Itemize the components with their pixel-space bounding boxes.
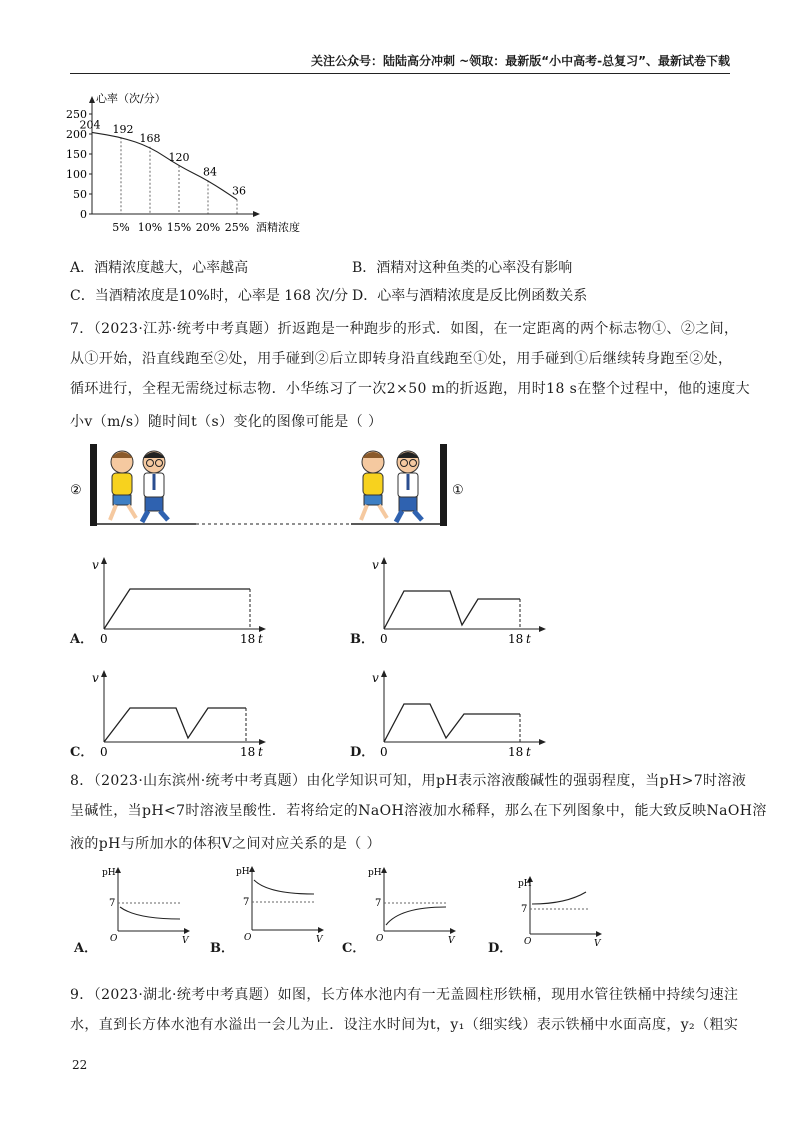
data-label: 192 bbox=[112, 123, 134, 137]
svg-text:18: 18 bbox=[240, 745, 256, 758]
y-tick-label: 50 bbox=[73, 188, 87, 201]
x-tick-label: 15% bbox=[166, 221, 192, 232]
data-label: 120 bbox=[168, 151, 190, 164]
q6-option-d[interactable]: D．心率与酒精浓度是反比例函数关系 bbox=[352, 288, 588, 304]
y-tick-label: 100 bbox=[66, 168, 87, 181]
q9-line-2: 水，直到长方体水池有水溢出一会儿为止．设注水时间为t，y₁（细实线）表示铁桶中水面高度，y₂（粗实 bbox=[70, 1017, 739, 1033]
marker-1-post bbox=[440, 444, 447, 526]
svg-text:0: 0 bbox=[100, 745, 108, 758]
x-axis-label: 酒精浓度 bbox=[256, 221, 300, 232]
runner-glasses-right bbox=[396, 451, 422, 522]
q8-line-2: 呈碱性，当pH<7时溶液呈酸性．若将给定的NaOH溶液加水稀释，那么在下列图象中，能大致反映NaOH溶 bbox=[70, 803, 767, 819]
svg-text:t: t bbox=[258, 745, 263, 758]
svg-text:V: V bbox=[182, 936, 189, 945]
q8-graph-a[interactable] bbox=[96, 865, 192, 945]
q6-option-a[interactable]: A．酒精浓度越大，心率越高 bbox=[70, 260, 249, 276]
q8-option-a-label[interactable]: A． bbox=[74, 941, 98, 956]
svg-text:18: 18 bbox=[508, 745, 524, 758]
svg-text:O: O bbox=[110, 934, 118, 944]
q8-option-c-label[interactable]: C． bbox=[342, 941, 366, 956]
q7-line-2: 从①开始，沿直线跑至②处，用手碰到②后立即转身沿直线跑至①处，用手碰到①后继续转身跑至②处， bbox=[70, 351, 733, 367]
svg-text:O: O bbox=[524, 937, 532, 947]
q8-option-d-label[interactable]: D． bbox=[488, 941, 513, 956]
svg-text:v: v bbox=[92, 558, 99, 572]
svg-text:t: t bbox=[526, 632, 531, 645]
marker-1-label: ① bbox=[452, 483, 464, 498]
svg-text:pH: pH bbox=[102, 868, 116, 878]
svg-text:v: v bbox=[372, 671, 379, 685]
header-rule bbox=[70, 73, 730, 74]
svg-text:pH: pH bbox=[368, 868, 382, 878]
svg-text:t: t bbox=[526, 745, 531, 758]
heart-rate-chart bbox=[66, 92, 326, 232]
svg-text:pH: pH bbox=[236, 867, 250, 877]
svg-text:0: 0 bbox=[100, 632, 108, 645]
marker-2-label: ② bbox=[70, 483, 82, 498]
q6-option-c[interactable]: C．当酒精浓度是10%时，心率是 168 次/分 bbox=[70, 288, 349, 304]
svg-text:0: 0 bbox=[380, 632, 388, 645]
svg-text:t: t bbox=[258, 632, 263, 645]
runner-boy-right bbox=[361, 451, 387, 520]
q7-option-c-label[interactable]: C． bbox=[70, 745, 94, 760]
svg-text:v: v bbox=[372, 558, 379, 572]
x-tick-label: 5% bbox=[112, 221, 130, 232]
data-label: 36 bbox=[232, 184, 246, 198]
page-header: 关注公众号：陆陆高分冲刺 ~领取：最新版“小中高考-总复习”、最新试卷下载 bbox=[311, 54, 730, 68]
q7-graph-c[interactable] bbox=[90, 668, 270, 758]
marker-2-post bbox=[90, 444, 97, 526]
q7-line-1: 7．（2023·江苏·统考中考真题）折返跑是一种跑步的形式．如图，在一定距离的两个标志物①、②之间， bbox=[70, 321, 739, 337]
svg-text:18: 18 bbox=[240, 632, 256, 645]
y-tick-label: 150 bbox=[66, 148, 87, 161]
q6-option-b[interactable]: B．酒精对这种鱼类的心率没有影响 bbox=[352, 260, 573, 276]
svg-text:0: 0 bbox=[380, 745, 388, 758]
svg-text:O: O bbox=[244, 933, 252, 942]
shuttle-run-scene bbox=[66, 440, 486, 532]
x-tick-label: 25% bbox=[224, 221, 250, 232]
runner-glasses-left bbox=[142, 451, 168, 522]
svg-text:V: V bbox=[594, 939, 601, 948]
q7-option-b-label[interactable]: B． bbox=[350, 632, 374, 647]
x-axis-arrow bbox=[253, 211, 260, 217]
svg-text:v: v bbox=[92, 671, 99, 685]
x-tick-label: 20% bbox=[195, 221, 221, 232]
q7-option-a-label[interactable]: A． bbox=[70, 632, 94, 647]
svg-text:7: 7 bbox=[521, 904, 528, 915]
svg-text:V: V bbox=[316, 935, 323, 942]
q8-graph-c[interactable] bbox=[362, 865, 458, 945]
x-tick-label: 10% bbox=[137, 221, 163, 232]
q9-line-1: 9．（2023·湖北·统考中考真题）如图，长方体水池内有一无盖圆柱形铁桶，现用水管往铁桶中持续匀速注 bbox=[70, 987, 739, 1003]
svg-text:pH: pH bbox=[518, 879, 532, 889]
y-tick-label: 250 bbox=[66, 108, 87, 121]
q8-graph-b[interactable] bbox=[230, 862, 326, 942]
data-label: 168 bbox=[139, 131, 161, 145]
q7-graph-d[interactable] bbox=[370, 668, 550, 758]
q8-option-b-label[interactable]: B． bbox=[210, 941, 234, 956]
page-number: 22 bbox=[72, 1058, 88, 1072]
q8-line-1: 8．（2023·山东滨州·统考中考真题）由化学知识可知，用pH表示溶液酸碱性的强弱程度，当pH>7时溶液 bbox=[70, 773, 747, 789]
y-axis-label: 心率（次/分） bbox=[96, 92, 166, 105]
q8-graph-d[interactable] bbox=[508, 872, 604, 948]
svg-text:7: 7 bbox=[109, 898, 116, 909]
svg-text:7: 7 bbox=[243, 897, 250, 908]
q7-graph-a[interactable] bbox=[90, 555, 270, 645]
q7-graph-b[interactable] bbox=[370, 555, 550, 645]
data-label: 204 bbox=[79, 118, 101, 132]
y-axis-arrow bbox=[89, 96, 95, 103]
q8-line-3: 液的pH与所加水的体积V之间对应关系的是（ ） bbox=[70, 836, 381, 852]
data-label: 84 bbox=[203, 165, 217, 179]
q7-option-d-label[interactable]: D． bbox=[350, 745, 375, 760]
svg-text:7: 7 bbox=[375, 898, 382, 909]
y-tick-label: 0 bbox=[80, 208, 87, 221]
svg-text:O: O bbox=[376, 934, 384, 944]
svg-text:18: 18 bbox=[508, 632, 524, 645]
runner-boy-left bbox=[110, 451, 136, 520]
svg-text:V: V bbox=[448, 936, 455, 945]
q7-line-4: 小v（m/s）随时间t（s）变化的图像可能是（ ） bbox=[70, 414, 383, 430]
y-tick-label: 200 bbox=[66, 128, 87, 141]
q7-line-3: 循环进行，全程无需绕过标志物．小华练习了一次2×50 m的折返跑，用时18 s在整个过程中，他的速度大 bbox=[70, 381, 751, 397]
